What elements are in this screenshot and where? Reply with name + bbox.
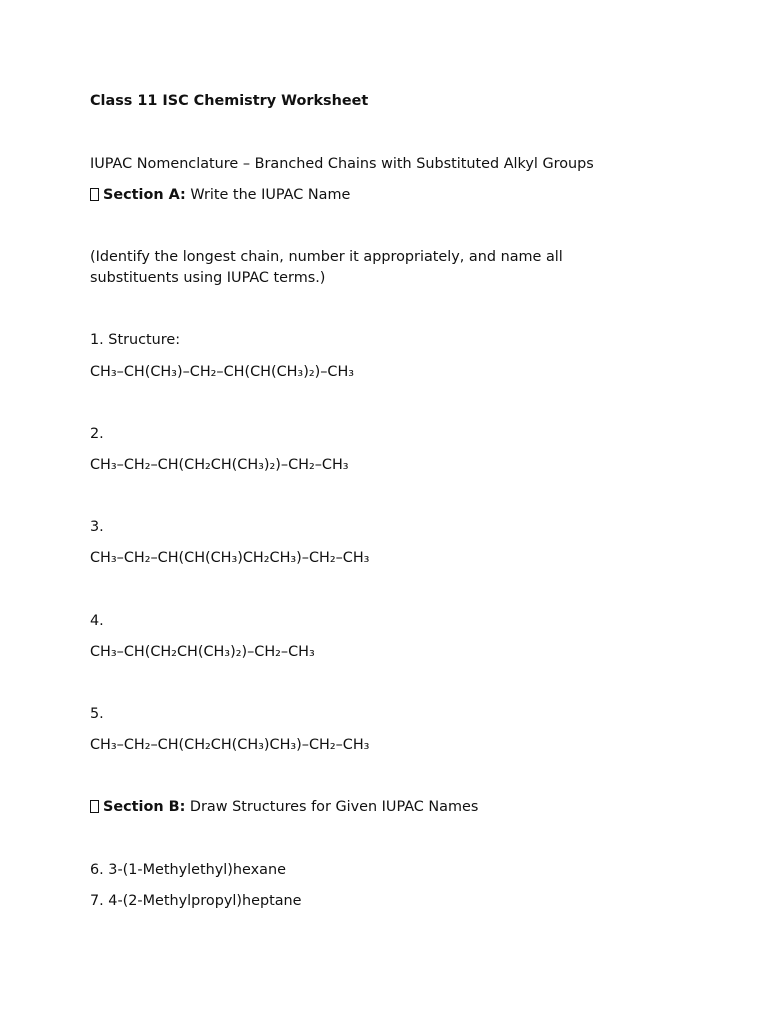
section-b-text: Draw Structures for Given IUPAC Names bbox=[185, 799, 479, 815]
section-a-heading bbox=[90, 185, 350, 206]
section-a-instruction: (Identify the longest chain, number it appropriately, and name all substituents using IUPAC terms.) bbox=[90, 249, 563, 286]
section-b-heading bbox=[90, 797, 478, 818]
worksheet-title: Class 11 ISC Chemistry Worksheet bbox=[90, 93, 369, 109]
question-4-formula: CH₃–CH(CH₂CH(CH₃)₂)–CH₂–CH₃ bbox=[90, 644, 315, 660]
question-6: 6. 3-(1-Methylethyl)hexane bbox=[90, 862, 286, 878]
question-1-number: 1. Structure: bbox=[90, 332, 181, 348]
question-4-number: 4. bbox=[90, 613, 104, 629]
question-5-number: 5. bbox=[90, 706, 104, 722]
question-7: 7. 4-(2-Methylpropyl)heptane bbox=[90, 893, 302, 909]
section-b-label: Section B: bbox=[103, 799, 186, 815]
section-a-label: Section A: bbox=[103, 187, 186, 203]
question-1-formula: CH₃–CH(CH₃)–CH₂–CH(CH(CH₃)₂)–CH₃ bbox=[90, 364, 355, 380]
question-2-number: 2. bbox=[90, 426, 104, 442]
question-3-number: 3. bbox=[90, 519, 104, 535]
section-a-text: Write the IUPAC Name bbox=[185, 187, 351, 203]
question-5-formula: CH₃–CH₂–CH(CH₂CH(CH₃)CH₃)–CH₂–CH₃ bbox=[90, 737, 370, 753]
question-3-formula: CH₃–CH₂–CH(CH(CH₃)CH₂CH₃)–CH₂–CH₃ bbox=[90, 550, 370, 566]
missing-glyph-icon bbox=[90, 800, 99, 813]
question-2-formula: CH₃–CH₂–CH(CH₂CH(CH₃)₂)–CH₂–CH₃ bbox=[90, 457, 349, 473]
worksheet-subtitle: IUPAC Nomenclature – Branched Chains with Substituted Alkyl Groups bbox=[90, 156, 594, 172]
missing-glyph-icon bbox=[90, 188, 99, 201]
